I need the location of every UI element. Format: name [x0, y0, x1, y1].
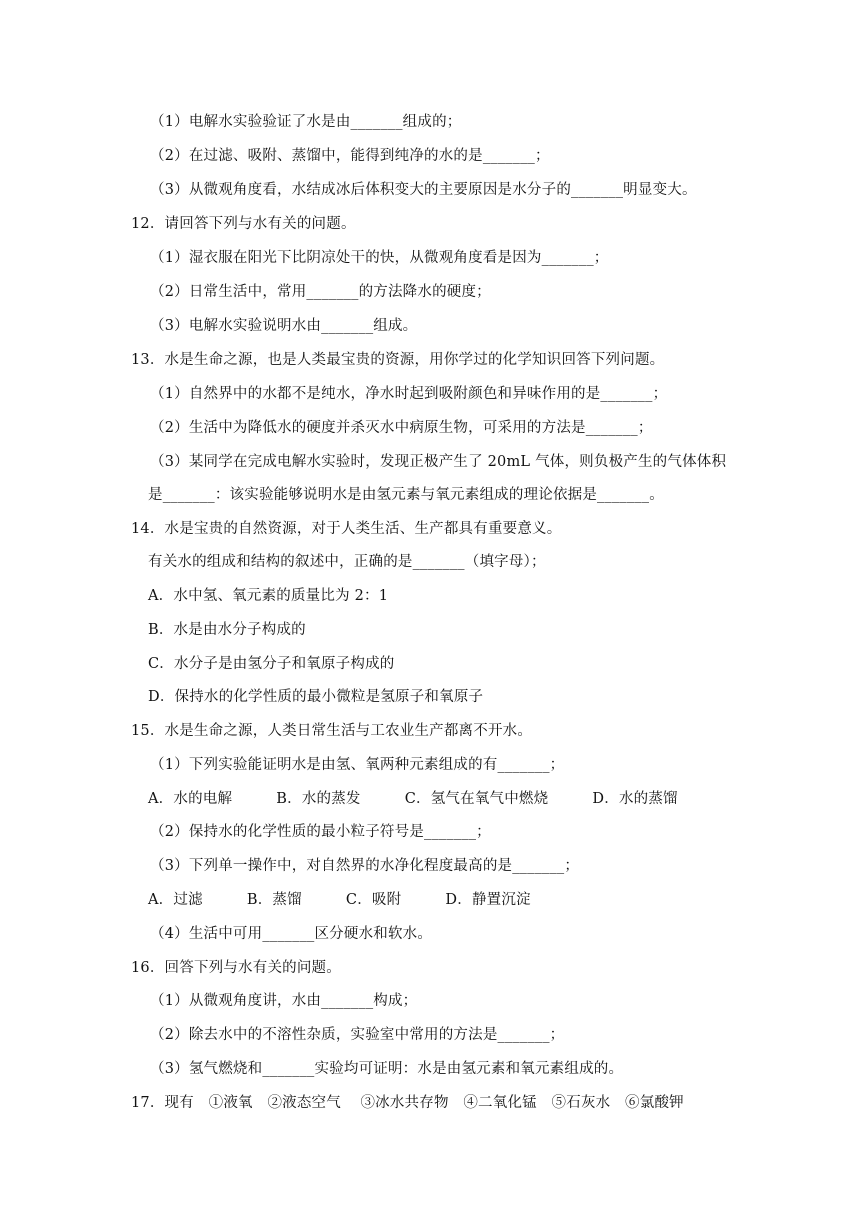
q15-part4: （4）生活中可用_______区分硬水和软水。 [150, 926, 433, 942]
q14-prompt: 有关水的组成和结构的叙述中，正确的是_______（填字母）； [148, 554, 546, 570]
question-14-stem: 14．水是宝贵的自然资源，对于人类生活、生产都具有重要意义。 [131, 521, 562, 537]
q14-option-c: C．水分子是由氢分子和氧原子构成的 [148, 656, 395, 672]
question-13-stem: 13．水是生命之源，也是人类最宝贵的资源，用你学过的化学知识回答下列问题。 [131, 352, 665, 368]
q14-option-a: A．水中氢、氧元素的质量比为 2：1 [148, 588, 389, 604]
question-16-stem: 16．回答下列与水有关的问题。 [131, 960, 341, 976]
q15-part2: （2）保持水的化学性质的最小粒子符号是_______； [150, 824, 491, 840]
q13-part2: （2）生活中为降低水的硬度并杀灭水中病原生物，可采用的方法是_______； [150, 420, 653, 436]
q12-part1: （1）湿衣服在阳光下比阴凉处干的快，从微观角度看是因为_______； [150, 250, 609, 266]
q15-part3-options: A．过滤 B．蒸馏 C．吸附 D．静置沉淀 [148, 892, 531, 908]
question-12-stem: 12．请回答下列与水有关的问题。 [131, 216, 356, 232]
q12-part2: （2）日常生活中，常用_______的方法降水的硬度； [150, 284, 491, 300]
q11-part1: （1）电解水实验验证了水是由_______组成的； [150, 114, 462, 130]
question-15-stem: 15．水是生命之源，人类日常生活与工农业生产都离不开水。 [131, 723, 533, 739]
q14-option-d: D．保持水的化学性质的最小微粒是氢原子和氧原子 [148, 689, 484, 705]
question-17-stem: 17．现有 ①液氧 ②液态空气 ③冰水共存物 ④二氧化锰 ⑤石灰水 ⑥氯酸钾 [131, 1095, 684, 1111]
q14-option-b: B．水是由水分子构成的 [148, 622, 306, 638]
q13-part3: （3）某同学在完成电解水实验时，发现正极产生了 20mL 气体，则负极产生的气体体积 [150, 454, 727, 470]
q15-part1: （1）下列实验能证明水是由氢、氧两种元素组成的有_______； [150, 757, 565, 773]
q15-part1-options: A．水的电解 B．水的蒸发 C．氢气在氧气中燃烧 D．水的蒸馏 [148, 791, 678, 807]
q16-part2: （2）除去水中的不溶性杂质，实验室中常用的方法是_______； [150, 1027, 565, 1043]
q15-part3: （3）下列单一操作中，对自然界的水净化程度最高的是_______； [150, 858, 580, 874]
q13-part1: （1）自然界中的水都不是纯水，净水时起到吸附颜色和异味作用的是_______； [150, 386, 668, 402]
q11-part3: （3）从微观角度看，水结成冰后体积变大的主要原因是水分子的_______明显变大。 [150, 182, 697, 198]
q16-part1: （1）从微观角度讲，水由_______构成； [150, 993, 418, 1009]
q11-part2: （2）在过滤、吸附、蒸馏中，能得到纯净的水的是_______； [150, 148, 550, 164]
q16-part3: （3）氢气燃烧和_______实验均可证明：水是由氢元素和氧元素组成的。 [150, 1061, 624, 1077]
q12-part3: （3）电解水实验说明水由_______组成。 [150, 318, 418, 334]
q13-part3-continued: 是_______：该实验能够说明水是由氢元素与氧元素组成的理论依据是_______。 [148, 487, 664, 503]
